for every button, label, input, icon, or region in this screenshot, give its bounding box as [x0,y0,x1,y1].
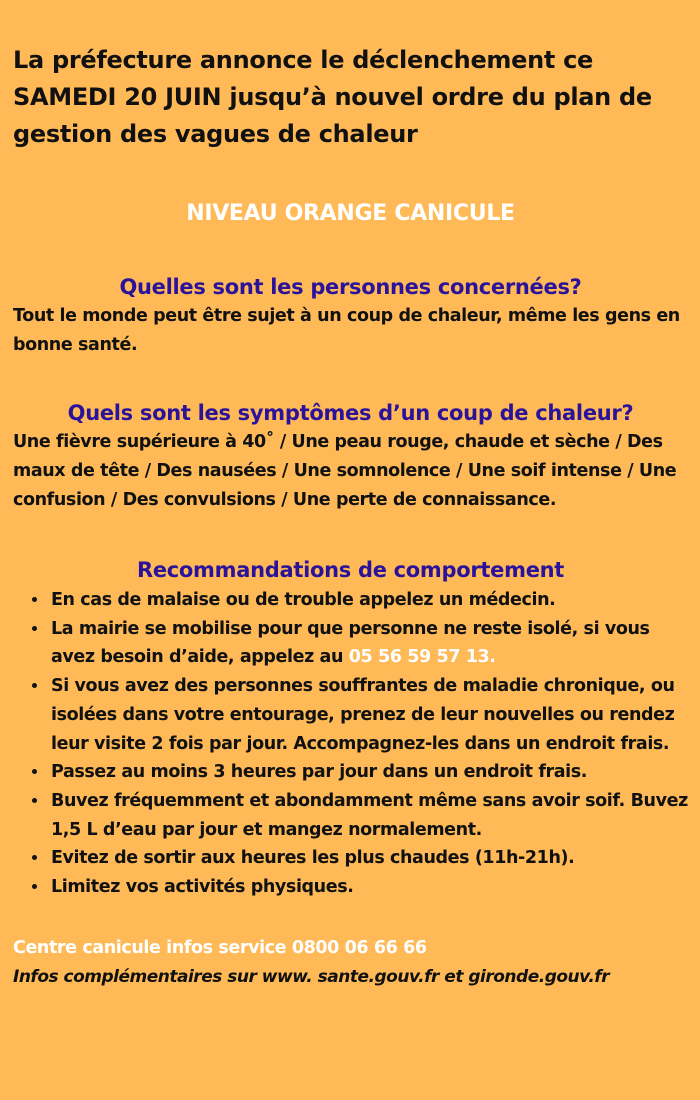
list-item-text: Evitez de sortir aux heures les plus chaudes (11h-21h). [51,848,575,869]
hotline-info: Centre canicule infos service 0800 06 66 66 [13,937,427,958]
recommendations-list [13,586,688,902]
list-item [49,758,688,787]
section-text-concerned: Tout le monde peut être sujet à un coup de chaleur, même les gens en bonne santé. [13,306,680,355]
headline: La préfecture annonce le déclenchement ce SAMEDI 20 JUIN jusqu’à nouvel ordre du plan de gestion des vagues de chaleur [13,46,652,148]
section-title-concerned: Quelles sont les personnes concernées? [119,275,582,299]
section-title-symptoms: Quels sont les symptômes d’un coup de chaleur? [67,401,634,425]
list-item [49,615,688,672]
more-info-links: Infos complémentaires sur www. sante.gouv.fr et gironde.gouv.fr [13,966,610,987]
list-item [49,586,688,615]
list-item-text: En cas de malaise ou de trouble appelez un médecin. [51,590,556,610]
list-item-text: La mairie se mobilise pour que personne ne reste isolé, si vous avez besoin d’aide, appelez au [51,618,650,668]
list-item-text: Buvez fréquemment et abondamment même sans avoir soif. Buvez 1,5 L d’eau par jour et mangez normalement. [51,790,688,840]
list-item [49,672,688,758]
list-item [49,844,688,873]
section-title-recommendations: Recommandations de comportement [136,558,565,582]
mairie-phone-number: 05 56 59 57 13. [348,647,496,668]
list-item [49,787,688,844]
list-item-text: Passez au moins 3 heures par jour dans un endroit frais. [51,762,588,783]
list-item-text: Limitez vos activités physiques. [51,877,354,898]
list-item-text: Si vous avez des personnes souffrantes de maladie chronique, ou isolées dans votre entourage, prenez de leur nouvelles ou rendez leur visite 2 fois par jour. Accompagnez-les dans un endroit frais. [51,676,675,754]
alert-level: NIVEAU ORANGE CANICULE [186,201,515,226]
section-text-symptoms: Une fièvre supérieure à 40˚ / Une peau rouge, chaude et sèche / Des maux de tête / Des nausées / Une somnolence / Une soif intense / Une confusion / Des convulsions / Une perte de connaissance. [13,432,677,510]
list-item [49,873,688,902]
